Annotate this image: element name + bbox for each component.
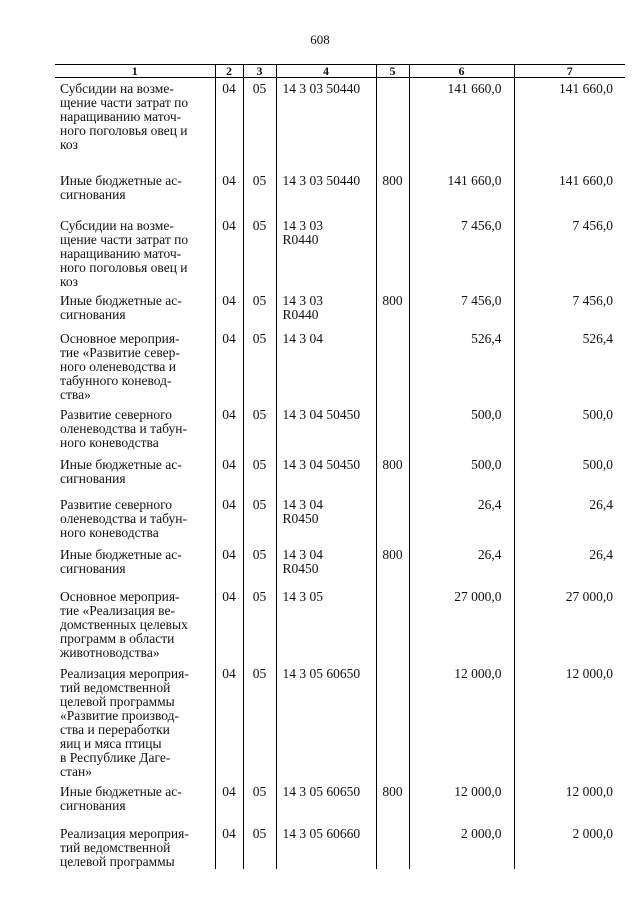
expense-type-code: 800 <box>376 170 409 215</box>
column-header-4: 4 <box>276 65 376 78</box>
amount-col-7: 26,4 <box>514 494 625 544</box>
table-row <box>55 454 625 494</box>
target-article-code: 14 3 05 60650 <box>276 781 376 823</box>
table-row <box>55 170 625 215</box>
target-article-code: 14 3 03 R0440 <box>276 290 376 328</box>
amount-col-7: 7 456,0 <box>514 215 625 290</box>
expense-type-code <box>376 215 409 290</box>
row-description: Субсидии на возме- щение части затрат по наращиванию маточ- ного поголовья овец и коз <box>60 81 189 152</box>
column-header-3: 3 <box>243 65 276 78</box>
amount-col-6: 12 000,0 <box>409 781 514 823</box>
subsection-code: 05 <box>243 823 276 869</box>
expense-type-code <box>376 494 409 544</box>
row-description: Иные бюджетные ас- сигнования <box>60 456 182 486</box>
amount-col-7: 7 456,0 <box>514 290 625 328</box>
table-row <box>55 586 625 663</box>
expense-type-code <box>376 404 409 454</box>
amount-col-6: 7 456,0 <box>409 290 514 328</box>
page-number: 608 <box>310 32 330 47</box>
amount-col-7: 141 660,0 <box>514 170 625 215</box>
section-code: 04 <box>215 170 243 215</box>
target-article-code: 14 3 04 R0450 <box>276 544 376 586</box>
subsection-code: 05 <box>243 215 276 290</box>
table-row <box>55 78 625 170</box>
amount-col-6: 26,4 <box>409 494 514 544</box>
row-description: Развитие северного оленеводства и табун- ного коневодства <box>60 496 187 540</box>
amount-col-6: 26,4 <box>409 544 514 586</box>
section-code: 04 <box>215 290 243 328</box>
section-code: 04 <box>215 215 243 290</box>
section-code: 04 <box>215 781 243 823</box>
row-description: Реализация мероприя- тий ведомственной целевой программы <box>60 825 189 869</box>
section-code: 04 <box>215 454 243 494</box>
section-code: 04 <box>215 404 243 454</box>
amount-col-6: 141 660,0 <box>409 78 514 170</box>
expense-type-code <box>376 78 409 170</box>
target-article-code: 14 3 04 R0450 <box>276 494 376 544</box>
section-code: 04 <box>215 78 243 170</box>
amount-col-7: 141 660,0 <box>514 78 625 170</box>
amount-col-6: 27 000,0 <box>409 586 514 663</box>
target-article-code: 14 3 04 50450 <box>276 404 376 454</box>
row-description: Основное мероприя- тие «Реализация ве- домственных целевых программ в области животноводства» <box>60 588 188 660</box>
expense-type-code: 800 <box>376 544 409 586</box>
amount-col-7: 500,0 <box>514 454 625 494</box>
row-description: Иные бюджетные ас- сигнования <box>60 172 182 202</box>
section-code: 04 <box>215 328 243 404</box>
column-header-6: 6 <box>409 65 514 78</box>
expense-type-code <box>376 328 409 404</box>
section-code: 04 <box>215 494 243 544</box>
table-row <box>55 328 625 404</box>
target-article-code: 14 3 05 60660 <box>276 823 376 869</box>
table-row <box>55 823 625 869</box>
column-header-7: 7 <box>514 65 625 78</box>
target-article-code: 14 3 04 <box>276 328 376 404</box>
expense-type-code <box>376 663 409 781</box>
subsection-code: 05 <box>243 404 276 454</box>
section-code: 04 <box>215 823 243 869</box>
subsection-code: 05 <box>243 454 276 494</box>
subsection-code: 05 <box>243 494 276 544</box>
amount-col-7: 2 000,0 <box>514 823 625 869</box>
amount-col-6: 12 000,0 <box>409 663 514 781</box>
table-row <box>55 404 625 454</box>
row-description: Иные бюджетные ас- сигнования <box>60 783 182 813</box>
subsection-code: 05 <box>243 663 276 781</box>
budget-table <box>55 64 625 869</box>
amount-col-7: 27 000,0 <box>514 586 625 663</box>
subsection-code: 05 <box>243 544 276 586</box>
column-header-2: 2 <box>215 65 243 78</box>
row-description: Иные бюджетные ас- сигнования <box>60 292 182 322</box>
table-row <box>55 494 625 544</box>
column-header-1: 1 <box>55 65 215 78</box>
target-article-code: 14 3 03 R0440 <box>276 215 376 290</box>
expense-type-code: 800 <box>376 290 409 328</box>
row-description: Иные бюджетные ас- сигнования <box>60 546 182 576</box>
table-row <box>55 663 625 781</box>
amount-col-7: 12 000,0 <box>514 781 625 823</box>
section-code: 04 <box>215 544 243 586</box>
row-description: Развитие северного оленеводства и табун- ного коневодства <box>60 406 187 450</box>
section-code: 04 <box>215 586 243 663</box>
column-header-5: 5 <box>376 65 409 78</box>
target-article-code: 14 3 03 50440 <box>276 170 376 215</box>
section-code: 04 <box>215 663 243 781</box>
amount-col-6: 526,4 <box>409 328 514 404</box>
amount-col-6: 500,0 <box>409 404 514 454</box>
expense-type-code <box>376 823 409 869</box>
amount-col-7: 526,4 <box>514 328 625 404</box>
subsection-code: 05 <box>243 78 276 170</box>
subsection-code: 05 <box>243 781 276 823</box>
subsection-code: 05 <box>243 586 276 663</box>
target-article-code: 14 3 05 60650 <box>276 663 376 781</box>
table-row <box>55 544 625 586</box>
expense-type-code: 800 <box>376 454 409 494</box>
subsection-code: 05 <box>243 170 276 215</box>
table-header-row <box>55 65 625 78</box>
amount-col-6: 500,0 <box>409 454 514 494</box>
table-row <box>55 781 625 823</box>
row-description: Субсидии на возме- щение части затрат по наращиванию маточ- ного поголовья овец и коз <box>60 217 189 289</box>
row-description: Основное мероприя- тие «Развитие север- ного оленеводства и табунного коневод- ства» <box>60 330 180 402</box>
row-description: Реализация мероприя- тий ведомственной целевой программы «Развитие производ- ства и переработки яиц и мяса птицы в Республике Даге- стан» <box>60 665 189 779</box>
target-article-code: 14 3 04 50450 <box>276 454 376 494</box>
target-article-code: 14 3 05 <box>276 586 376 663</box>
amount-col-6: 141 660,0 <box>409 170 514 215</box>
amount-col-7: 12 000,0 <box>514 663 625 781</box>
amount-col-6: 7 456,0 <box>409 215 514 290</box>
subsection-code: 05 <box>243 290 276 328</box>
target-article-code: 14 3 03 50440 <box>276 78 376 170</box>
subsection-code: 05 <box>243 328 276 404</box>
table-row <box>55 215 625 290</box>
amount-col-6: 2 000,0 <box>409 823 514 869</box>
amount-col-7: 500,0 <box>514 404 625 454</box>
expense-type-code <box>376 586 409 663</box>
amount-col-7: 26,4 <box>514 544 625 586</box>
table-row <box>55 290 625 328</box>
expense-type-code: 800 <box>376 781 409 823</box>
